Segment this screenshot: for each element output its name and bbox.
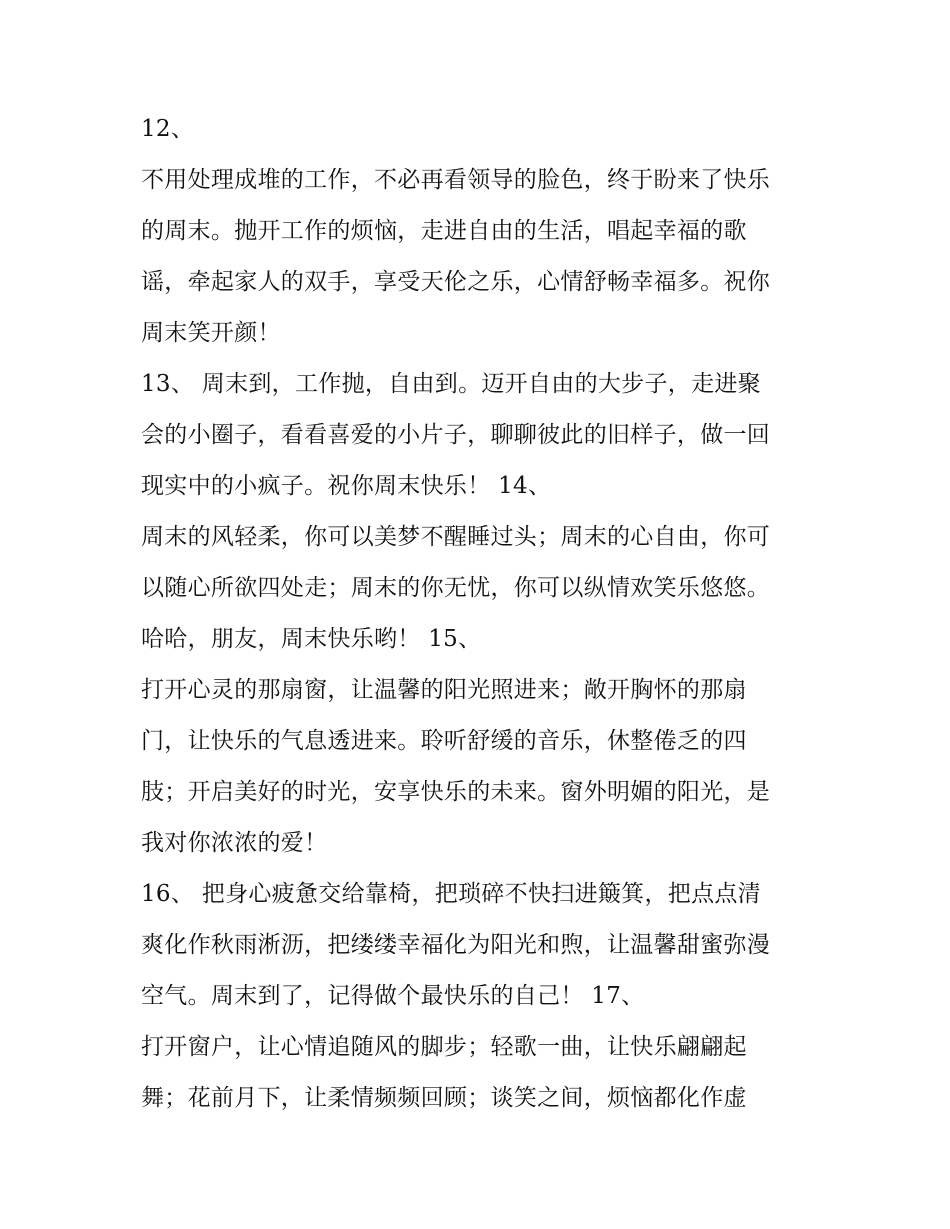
text-line: 现实中的小疯子。祝你周末快乐！ 14、 [141,473,552,499]
text-line: 周末的风轻柔，你可以美梦不醒睡过头；周末的心自由，你可 [141,524,771,550]
text-line: 空气。周末到了，记得做个最快乐的自己！ 17、 [141,983,645,1009]
text-line: 的周末。抛开工作的烦恼，走进自由的生活，唱起幸福的歌 [141,218,747,244]
text-line: 打开心灵的那扇窗，让温馨的阳光照进来；敞开胸怀的那扇 [141,677,747,703]
text-line: 哈哈，朋友，周末快乐哟！ 15、 [141,626,482,652]
text-line: 打开窗户，让心情追随风的脚步；轻歌一曲，让快乐翩翩起 [141,1034,747,1060]
text-line: 谣，牵起家人的双手，享受天伦之乐，心情舒畅幸福多。祝你 [141,269,771,295]
text-line: 16、 把身心疲惫交给靠椅，把琐碎不快扫进簸箕，把点点清 [141,881,761,907]
text-line: 不用处理成堆的工作，不必再看领导的脸色，终于盼来了快乐 [141,167,771,193]
text-line: 门，让快乐的气息透进来。聆听舒缓的音乐，休整倦乏的四 [141,728,747,754]
text-line: 13、 周末到，工作抛，自由到。迈开自由的大步子，走进聚 [141,371,761,397]
text-line: 以随心所欲四处走；周末的你无忧，你可以纵情欢笑乐悠悠。 [141,575,771,601]
text-line: 周末笑开颜！ [141,320,281,346]
document-body [141,104,821,1124]
text-line: 12、 [141,116,195,142]
text-line: 我对你浓浓的爱！ [141,830,328,856]
text-line: 爽化作秋雨淅沥，把缕缕幸福化为阳光和煦，让温馨甜蜜弥漫 [141,932,771,958]
text-line: 舞；花前月下，让柔情频频回顾；谈笑之间，烦恼都化作虚 [141,1085,747,1111]
text-line: 会的小圈子，看看喜爱的小片子，聊聊彼此的旧样子，做一回 [141,422,771,448]
text-line: 肢；开启美好的时光，安享快乐的未来。窗外明媚的阳光，是 [141,779,771,805]
